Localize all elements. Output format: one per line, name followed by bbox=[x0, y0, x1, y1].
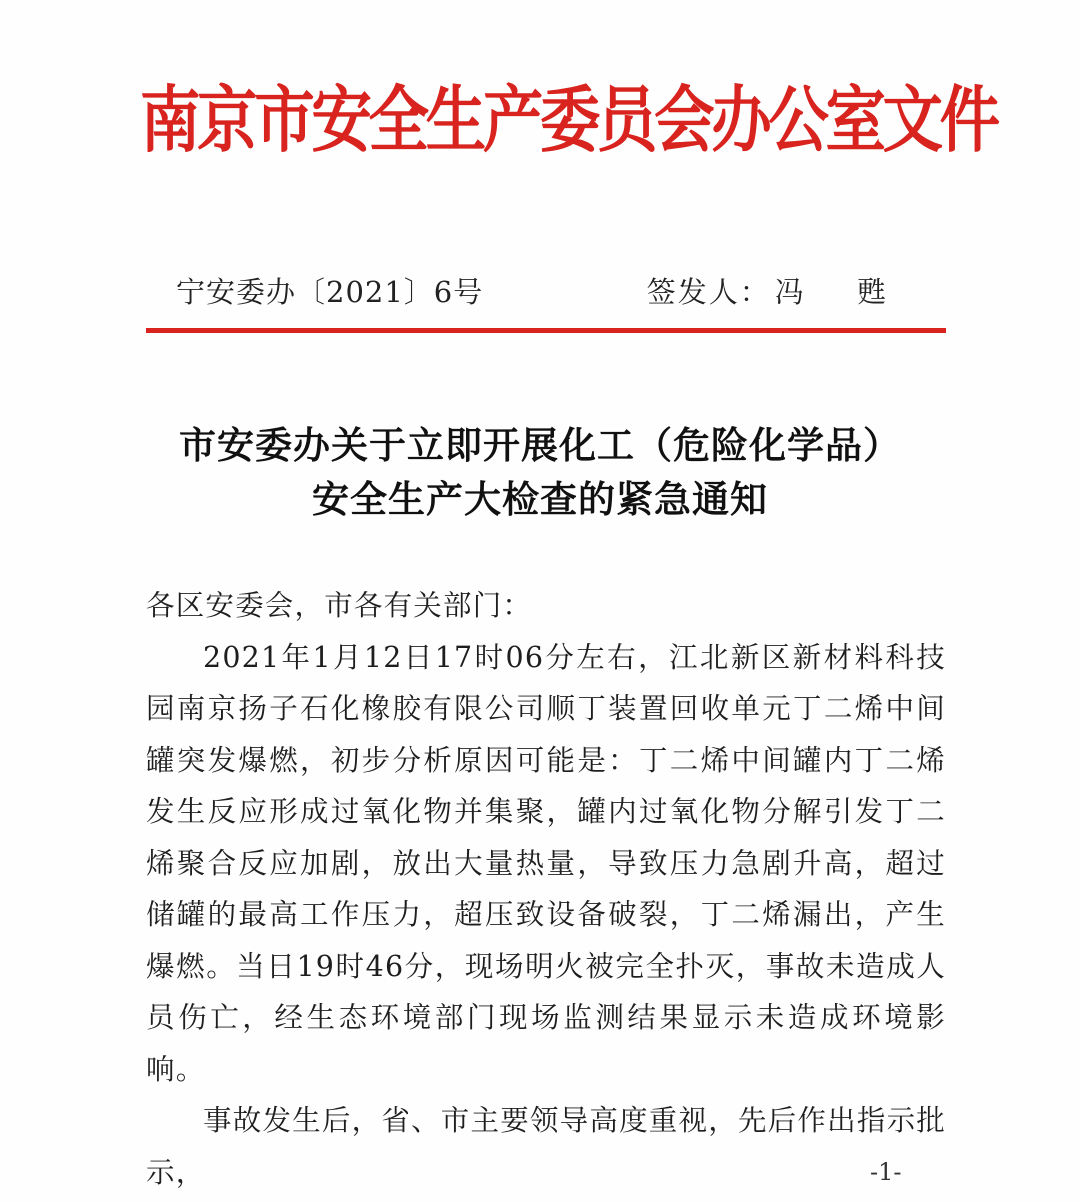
signer-name: 冯 甦 bbox=[774, 275, 908, 309]
salutation: 各区安委会，市各有关部门： bbox=[146, 589, 533, 622]
red-separator-line bbox=[146, 328, 946, 333]
document-title-line-2: 安全生产大检查的紧急通知 bbox=[312, 477, 768, 521]
body-paragraph-2: 事故发生后，省、市主要领导高度重视，先后作出指示批示， bbox=[146, 1104, 946, 1189]
document-title-line-1: 市安委办关于立即开展化工（危险化学品） bbox=[179, 423, 901, 467]
document-body bbox=[146, 580, 946, 1198]
document-number: 宁安委办〔2021〕6号 bbox=[176, 275, 484, 309]
page-number: -1- bbox=[870, 1158, 902, 1186]
body-paragraph-1: 2021年1月12日17时06分左右，江北新区新材料科技园南京扬子石化橡胶有限公司顺丁装置回收单元丁二烯中间罐突发爆燃，初步分析原因可能是：丁二烯中间罐内丁二烯发生反应形成过氧化物并集聚，罐内过氧化物分解引发丁二烯聚合反应加剧，放出大量热量，导致压力急剧升高，超过储罐的最高工作压力，超压致设备破裂，丁二烯漏出，产生爆燃。当日19时46分，现场明火被完全扑灭，事故未造成人员伤亡，经生态环境部门现场监测结果显示未造成环境影响。 bbox=[146, 640, 946, 1086]
signer-block bbox=[647, 270, 908, 314]
issuing-office-header: 南京市安全生产委员会办公室文件 bbox=[140, 77, 997, 162]
document-title bbox=[100, 418, 980, 526]
signer-label: 签发人： bbox=[646, 275, 771, 309]
